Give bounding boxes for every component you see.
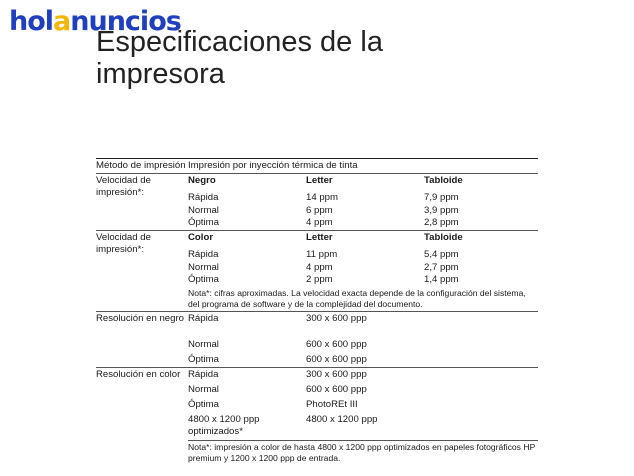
metodo-section	[96, 159, 538, 174]
table-cell: Óptima	[188, 217, 219, 228]
spec-table	[96, 158, 538, 465]
holanuncios-logo[interactable]	[9, 6, 181, 38]
vel-negro-section	[96, 174, 538, 231]
table-cell: 4800 x 1200 ppp	[306, 413, 378, 425]
vel-color-section	[96, 231, 538, 312]
table-row	[188, 192, 538, 205]
table-cell: 300 x 600 ppp	[306, 368, 367, 380]
table-row	[188, 217, 538, 230]
table-row	[188, 262, 538, 275]
header-cell: Letter	[306, 231, 333, 243]
table-cell: 2 ppm	[306, 274, 333, 285]
table-cell: 600 x 600 ppp	[306, 353, 367, 365]
table-cell: Rápida	[188, 249, 219, 260]
header-cell: Tabloide	[424, 231, 463, 243]
table-row	[188, 369, 538, 384]
table-cell: 6 ppm	[306, 204, 333, 216]
metodo-value: Impresión por inyección térmica de tinta	[188, 160, 358, 171]
res-color-section	[96, 368, 538, 465]
table-cell: 4 ppm	[306, 261, 333, 273]
res-color-note: Nota*: impresión a color de hasta 4800 x 1200 ppp optimizados en papeles fotográficos HP premium y 1200 x 1200 ppp de entrada.	[188, 440, 538, 465]
header-cell: Letter	[306, 174, 333, 186]
table-cell: 600 x 600 ppp	[306, 383, 367, 395]
res-color-label: Resolución en color	[96, 368, 181, 380]
vel-negro-header	[188, 175, 538, 188]
vel-color-header	[188, 232, 538, 245]
header-cell: Tabloide	[424, 174, 463, 186]
table-cell: 2,8 ppm	[424, 217, 459, 228]
table-row	[188, 313, 538, 339]
logo-text-part2: a	[53, 6, 71, 37]
vel-negro-label: Velocidad de impresión*:	[96, 174, 151, 198]
metodo-label: Método de impresión	[96, 160, 186, 171]
table-cell: 2,7 ppm	[424, 261, 459, 273]
table-cell: Rápida	[188, 312, 219, 324]
table-cell: Rápida	[188, 368, 219, 380]
table-cell: 7,9 ppm	[424, 192, 459, 203]
logo-text-part3: nuncios	[70, 6, 181, 37]
vel-color-label: Velocidad de impresión*:	[96, 231, 151, 255]
table-cell: 14 ppm	[306, 192, 338, 203]
logo-text-part1: hol	[9, 6, 54, 37]
table-cell: Normal	[188, 204, 219, 216]
table-row	[188, 249, 538, 262]
res-negro-section	[96, 312, 538, 368]
table-cell: 1,4 ppm	[424, 274, 459, 285]
table-cell: Óptima	[188, 398, 219, 410]
table-cell: 600 x 600 ppp	[306, 338, 367, 350]
table-cell: PhotoREt III	[306, 398, 358, 410]
table-row	[188, 205, 538, 218]
table-row	[188, 414, 538, 440]
header-cell: Negro	[188, 174, 216, 186]
table-cell: Óptima	[188, 274, 219, 285]
table-cell: Rápida	[188, 192, 219, 203]
table-row	[188, 384, 538, 399]
table-cell: 4 ppm	[306, 217, 333, 228]
table-row	[188, 339, 538, 354]
table-cell: 4800 x 1200 ppp optimizados*	[188, 413, 260, 437]
table-cell: 300 x 600 ppp	[306, 312, 367, 324]
table-cell: Normal	[188, 338, 219, 350]
table-cell: 11 ppm	[306, 249, 338, 260]
table-row	[188, 354, 538, 367]
table-row	[188, 399, 538, 414]
header-cell: Color	[188, 231, 214, 243]
page-title: Especificaciones de la impresora	[96, 26, 383, 90]
vel-color-note: Nota*: cifras aproximadas. La velocidad exacta depende de la configuración del sistema, del programa de software y de la complejidad del documento.	[188, 287, 526, 309]
table-cell: 3,9 ppm	[424, 204, 459, 216]
res-negro-label: Resolución en negro	[96, 312, 185, 324]
table-cell: Normal	[188, 261, 219, 273]
table-cell: Normal	[188, 383, 219, 395]
table-cell: 5,4 ppm	[424, 249, 459, 260]
table-row	[188, 274, 538, 287]
table-cell: Óptima	[188, 353, 219, 365]
